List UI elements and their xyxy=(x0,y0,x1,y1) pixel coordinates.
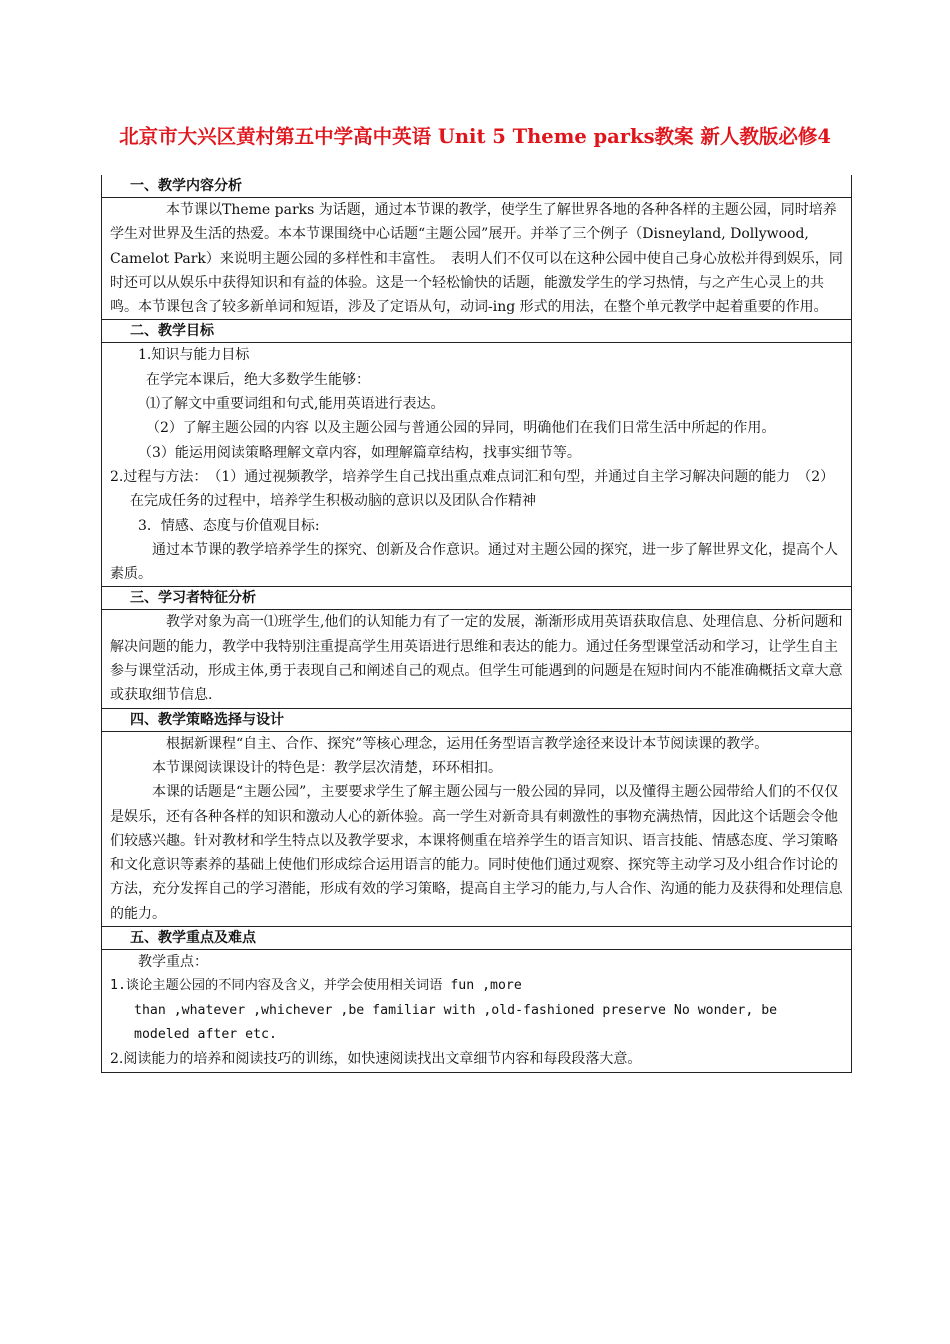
goal-line: 在学完本课后，绝大多数学生能够： xyxy=(146,371,370,388)
paragraph: 教学对象为高一⑴班学生,他们的认知能力有了一定的发展，渐渐形成用英语获取信息、处理信息、分析问题和解决问题的能力，教学中我特别注重提高学生用英语进行思维和表达的能力。通过任务型课堂活动和学习，让学生自主参与课堂活动，形成主体,勇于表现自己和阐述自己的观点。但学生可能遇到的问题是在短时间内不能准确概括文章大意或获取细节信息. xyxy=(110,614,843,704)
paragraph: 本课的话题是“主题公园”，主要要求学生了解主题公园与一般公园的异同，以及懂得主题公园带给人们的不仅仅是娱乐，还有各种各样的知识和激动人心的新体验。高一学生对新奇具有刺激性的事物充满热情，因此这个话题会令他们较感兴趣。针对教材和学生特点以及教学要求，本课将侧重在培养学生的语言知识、语言技能、情感态度、学习策略和文化意识等素养的基础上使他们形成综合运用语言的能力。同时使他们通过观察、探究等主动学习及小组合作讨论的方法，充分发挥自己的学习潜能，形成有效的学习策略，提高自主学习的能力,与人合作、沟通的能力及获得和处理信息的能力。 xyxy=(110,784,843,922)
goal-line: 3．情感、态度与价值观目标: xyxy=(138,517,320,534)
goal-line: （2）了解主题公园的内容 以及主题公园与普通公园的异同，明确他们在我们日常生活中所起的作用。 xyxy=(146,420,776,437)
document-title: 北京市大兴区黄村第五中学高中英语 Unit 5 Theme parks教案 新人教版必修4 xyxy=(119,125,831,148)
paragraph: 根据新课程“自主、合作、探究”等核心理念，运用任务型语言教学途径来设计本节阅读课的教学。 xyxy=(166,735,769,752)
key-point-line: 1.谈论主题公园的不同内容及含义，并学会使用相关词语 fun ,more xyxy=(110,978,522,994)
goal-line: 2.过程与方法： （1）通过视频教学，培养学生自己找出重点难点词汇和句型，并通过自主学习解决问题的能力 （2）在完成任务的过程中，培养学生积极动脑的意识以及团队合作精神 xyxy=(110,468,835,510)
key-point-line: than ,whatever ,whichever ,be familiar with ,old-fashioned preserve No wonder, be xyxy=(134,1002,778,1018)
key-point-line: modeled after etc. xyxy=(134,1026,277,1042)
paragraph: 本节课阅读课设计的特色是：教学层次清楚，环环相扣。 xyxy=(152,759,502,776)
lesson-plan-table xyxy=(101,175,852,1073)
section-heading: 二、教学目标 xyxy=(102,320,851,343)
section-key-points xyxy=(102,950,851,1071)
goal-line: 1.知识与能力目标 xyxy=(138,347,250,364)
section-heading: 五、教学重点及难点 xyxy=(102,927,851,950)
section-heading: 一、教学内容分析 xyxy=(102,175,851,198)
section-teaching-goals xyxy=(102,343,851,587)
section-content-analysis xyxy=(102,198,851,320)
section-strategy xyxy=(102,732,851,927)
goal-line: ⑴了解文中重要词组和句式,能用英语进行表达。 xyxy=(146,396,445,413)
paragraph: 本节课以Theme parks 为话题，通过本节课的教学，使学生了解世界各地的各种各样的主题公园，同时培养学生对世界及生活的热爱。本本节课围绕中心话题“主题公园”展开。并举了三个例子（Disneyland, Dollywood, Camelot Park）来说明主题公园的多样性和丰富性。 表明人们不仅可以在这种公园中使自己身心放松并得到娱乐，同时还可以从娱乐中获得知识和有益的体验。这是一个轻松愉快的话题，能激发学生的学习热情，与之产生心灵上的共鸣。本节课包含了较多新单词和短语，涉及了定语从句，动词-ing 形式的用法，在整个单元教学中起着重要的作用。 xyxy=(110,202,843,316)
key-point-line: 教学重点： xyxy=(138,954,208,971)
goal-line: （3）能运用阅读策略理解文章内容，如理解篇章结构，找事实细节等。 xyxy=(138,444,581,461)
section-learner-analysis xyxy=(102,610,851,708)
goal-line: 通过本节课的教学培养学生的探究、创新及合作意识。通过对主题公园的探究，进一步了解世界文化，提高个人素质。 xyxy=(110,541,838,583)
key-point-line: 2.阅读能力的培养和阅读技巧的训练，如快速阅读找出文章细节内容和每段段落大意。 xyxy=(110,1051,642,1068)
section-heading: 三、学习者特征分析 xyxy=(102,587,851,610)
section-heading: 四、教学策略选择与设计 xyxy=(102,709,851,732)
